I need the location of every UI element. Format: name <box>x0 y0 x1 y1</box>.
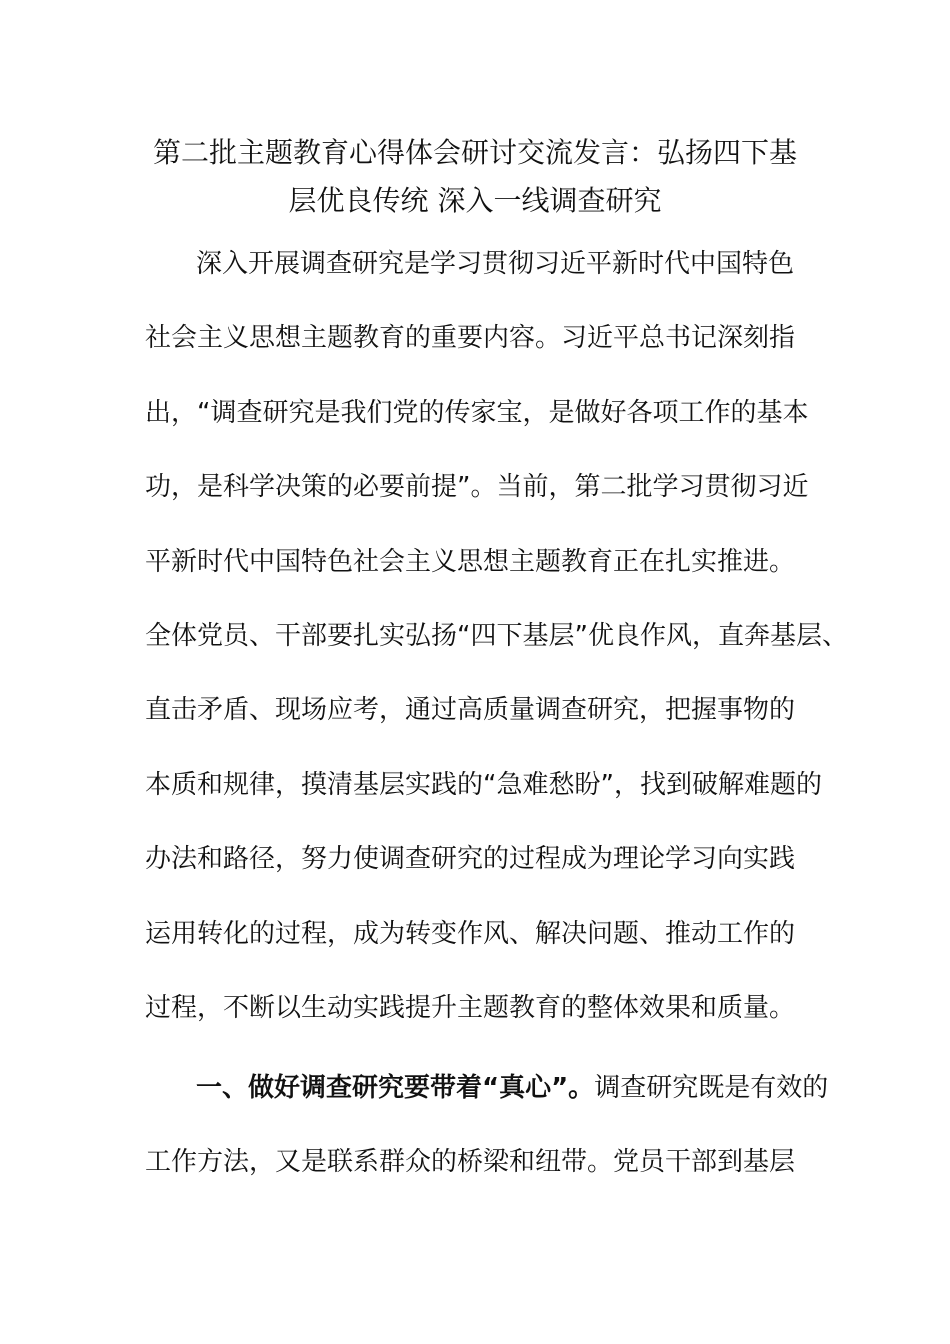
paragraph1-line-3: 出，“调查研究是我们党的传家宝，是做好各项工作的基本 <box>145 398 809 428</box>
paragraph2-line-1 <box>196 1068 828 1108</box>
paragraph1-line-6: 全体党员、干部要扎实弘扬“四下基层”优良作风，直奔基层、 <box>145 621 848 651</box>
paragraph1-line-8: 本质和规律，摸清基层实践的“急难愁盼”，找到破解难题的 <box>145 770 822 800</box>
paragraph1-line-7: 直击矛盾、现场应考，通过高质量调查研究，把握事物的 <box>145 695 796 725</box>
paragraph1-line-5: 平新时代中国特色社会主义思想主题教育正在扎实推进。 <box>145 547 796 577</box>
paragraph1-line-9: 办法和路径，努力使调查研究的过程成为理论学习向实践 <box>145 844 796 874</box>
document-title-line-2: 层优良传统 深入一线调查研究 <box>288 184 662 217</box>
document-title-line-1: 第二批主题教育心得体会研讨交流发言：弘扬四下基 <box>152 136 797 169</box>
paragraph2-line-1-text: 调查研究既是有效的 <box>594 1073 829 1103</box>
paragraph1-line-10: 运用转化的过程，成为转变作风、解决问题、推动工作的 <box>145 919 796 949</box>
paragraph2-line-2: 工作方法，又是联系群众的桥梁和纽带。党员干部到基层 <box>145 1147 796 1177</box>
paragraph1-line-11: 过程，不断以生动实践提升主题教育的整体效果和质量。 <box>145 993 796 1023</box>
paragraph1-line-1: 深入开展调查研究是学习贯彻习近平新时代中国特色 <box>196 249 795 279</box>
paragraph1-line-4: 功，是科学决策的必要前提”。当前，第二批学习贯彻习近 <box>145 472 809 502</box>
section-heading: 一、做好调查研究要带着“真心”。 <box>196 1073 595 1103</box>
paragraph1-line-2: 社会主义思想主题教育的重要内容。习近平总书记深刻指 <box>145 323 796 353</box>
